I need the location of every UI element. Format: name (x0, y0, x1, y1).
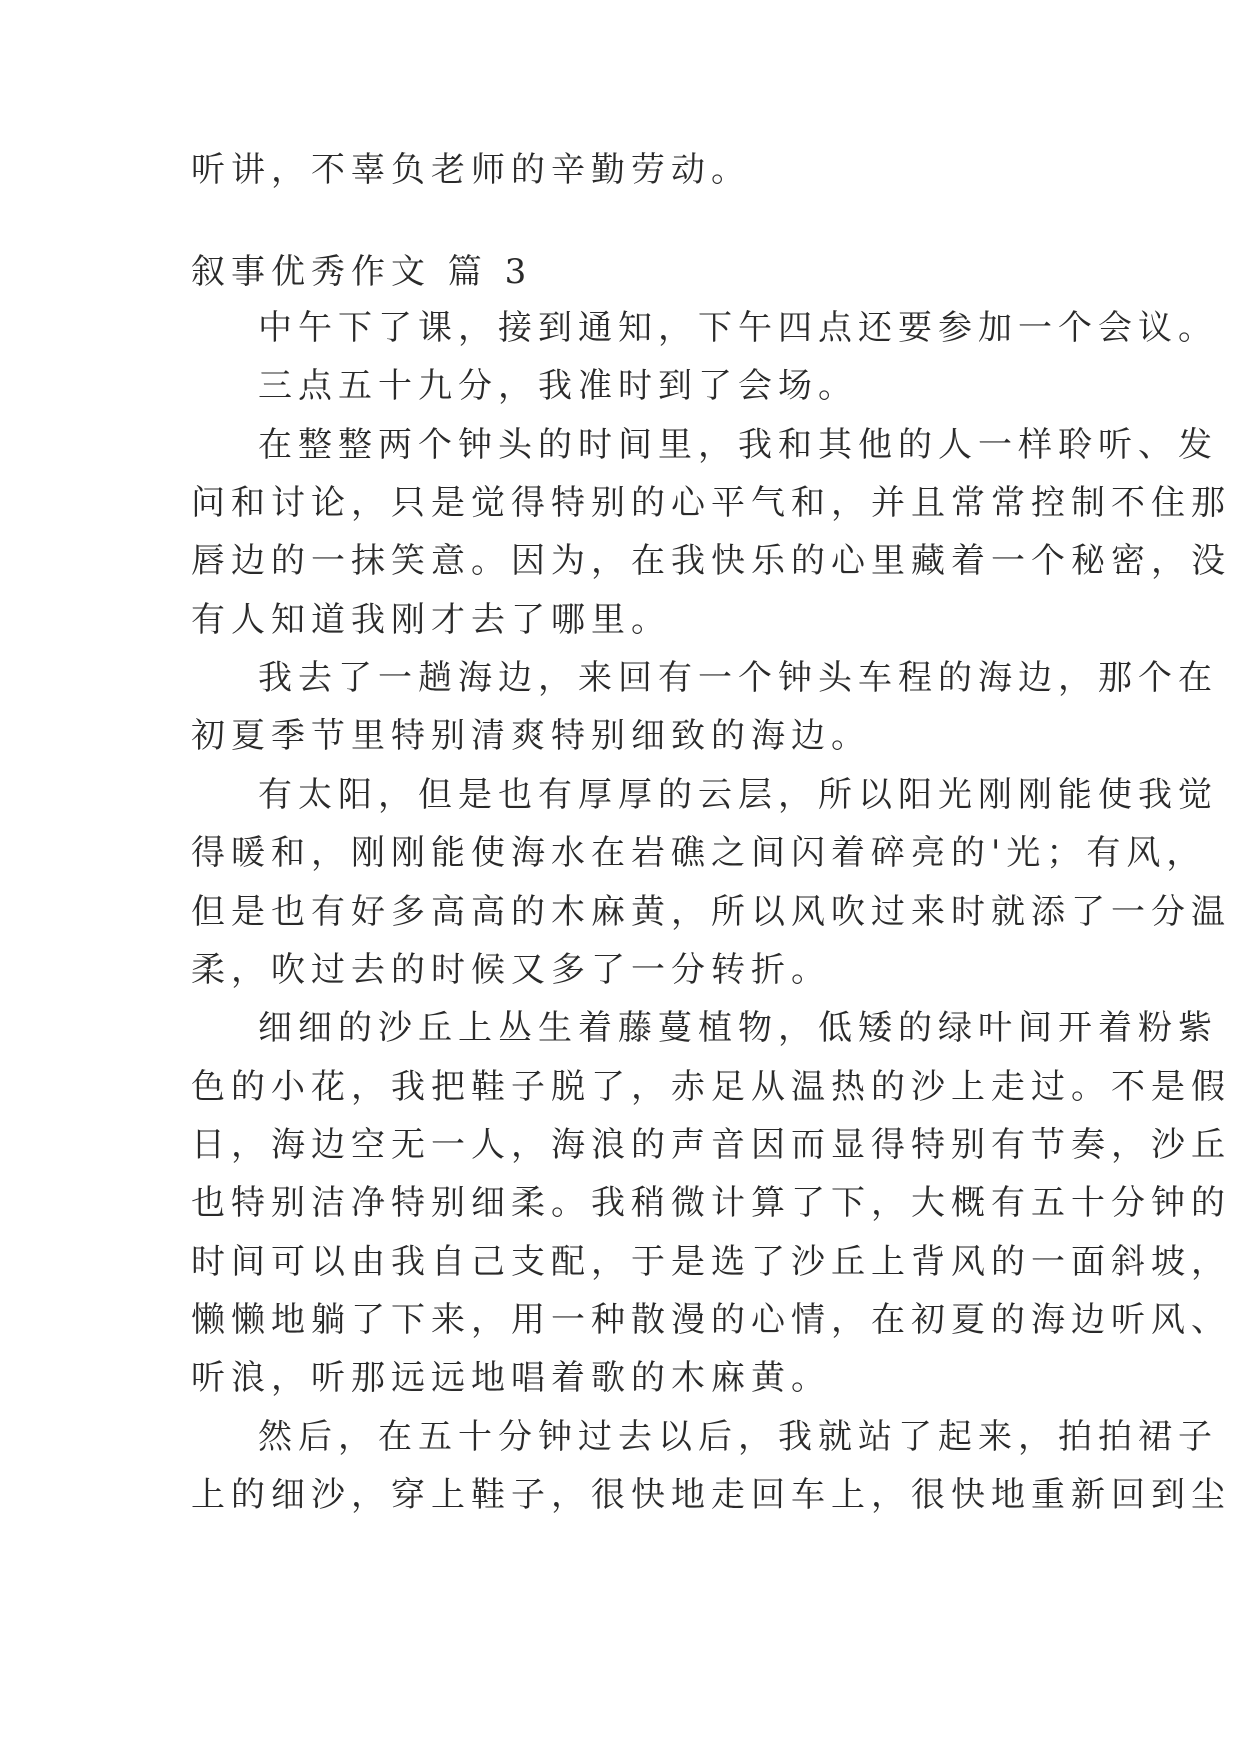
paragraph-line: 懒懒地躺了下来，用一种散漫的心情，在初夏的海边听风、 (191, 1300, 1231, 1340)
paragraph-line: 初夏季节里特别清爽特别细致的海边。 (191, 716, 871, 756)
paragraph-line: 也特别洁净特别细柔。我稍微计算了下，大概有五十分钟的 (191, 1183, 1231, 1223)
paragraph-line: 有太阳，但是也有厚厚的云层，所以阳光刚刚能使我觉 (258, 775, 1218, 815)
paragraph-line: 柔，吹过去的时候又多了一分转折。 (191, 950, 831, 990)
paragraph-line: 三点五十九分，我准时到了会场。 (258, 366, 858, 406)
paragraph-line: 唇边的一抹笑意。因为，在我快乐的心里藏着一个秘密，没 (191, 541, 1231, 581)
paragraph-line: 听浪，听那远远地唱着歌的木麻黄。 (191, 1358, 831, 1398)
paragraph-line: 得暖和，刚刚能使海水在岩礁之间闪着碎亮的'光；有风， (191, 833, 1207, 873)
paragraph-line: 色的小花，我把鞋子脱了，赤足从温热的沙上走过。不是假 (191, 1067, 1231, 1107)
paragraph-line: 日，海边空无一人，海浪的声音因而显得特别有节奏，沙丘 (191, 1125, 1231, 1165)
paragraph-line: 在整整两个钟头的时间里，我和其他的人一样聆听、发 (258, 425, 1218, 465)
paragraph-line: 上的细沙，穿上鞋子，很快地走回车上，很快地重新回到尘 (191, 1475, 1231, 1515)
paragraph-line: 问和讨论，只是觉得特别的心平气和，并且常常控制不住那 (191, 483, 1231, 523)
paragraph-line: 中午下了课，接到通知，下午四点还要参加一个会议。 (258, 308, 1218, 348)
paragraph-line: 但是也有好多高高的木麻黄，所以风吹过来时就添了一分温 (191, 892, 1231, 932)
paragraph-line: 有人知道我刚才去了哪里。 (191, 600, 671, 640)
paragraph-line: 细细的沙丘上丛生着藤蔓植物，低矮的绿叶间开着粉紫 (258, 1008, 1218, 1048)
text-line: 听讲，不辜负老师的辛勤劳动。 (191, 150, 751, 190)
paragraph-line: 时间可以由我自己支配，于是选了沙丘上背风的一面斜坡， (191, 1242, 1231, 1282)
paragraph-line: 然后，在五十分钟过去以后，我就站了起来，拍拍裙子 (258, 1417, 1218, 1457)
section-heading: 叙事优秀作文 篇 3 (191, 252, 533, 292)
paragraph-line: 我去了一趟海边，来回有一个钟头车程的海边，那个在 (258, 658, 1218, 698)
